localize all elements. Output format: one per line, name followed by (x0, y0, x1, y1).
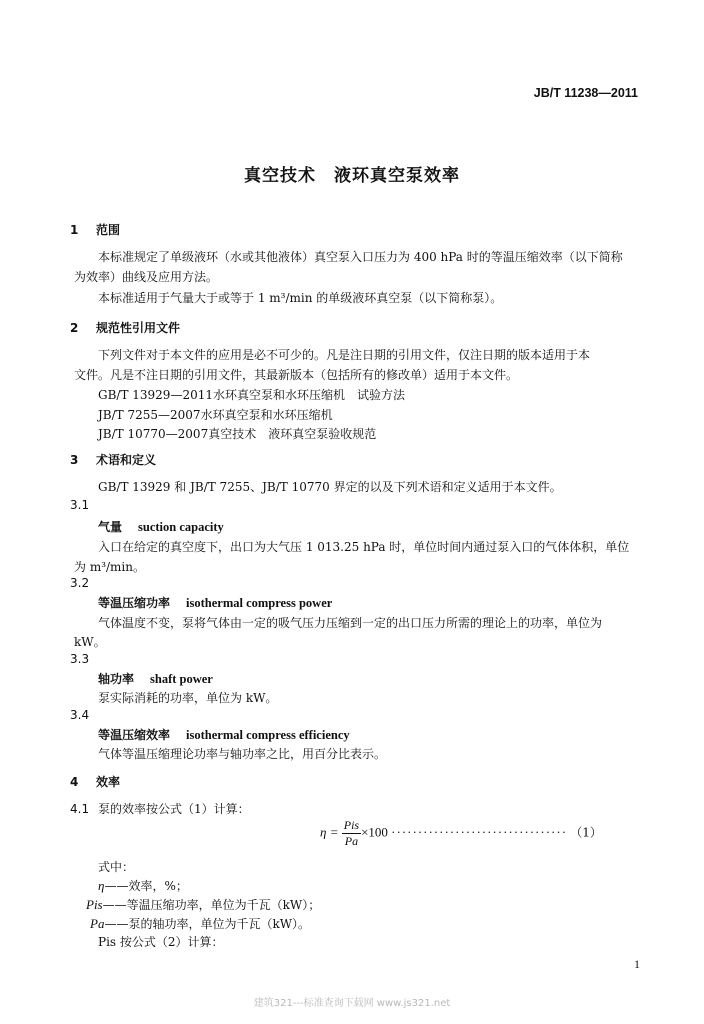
term-number: 3.1 (70, 498, 90, 512)
variable-definition (86, 896, 320, 913)
where-label: 式中： (98, 860, 135, 874)
variable-description: ——等温压缩功率，单位为千瓦（kW）； (102, 898, 321, 912)
term-definition-line-1: 泵实际消耗的功率，单位为 kW。 (98, 691, 278, 705)
reference-title: 真空技术 液环真空泵验收规范 (208, 427, 377, 441)
sec2-paragraph-line-1: 下列文件对于本文件的应用是必不可少的。凡是注日期的引用文件，仅注日期的版本适用于本 (98, 348, 591, 362)
term-heading (98, 594, 332, 611)
variable-symbol: Pis (86, 897, 103, 912)
term-en: isothermal compress power (186, 596, 333, 610)
term-en: isothermal compress efficiency (186, 728, 350, 742)
term-definition-line-2: 为 m³/min。 (74, 560, 145, 574)
variable-description: ——效率，%； (104, 879, 188, 893)
variable-description: ——泵的轴功率，单位为千瓦（kW）。 (104, 917, 311, 931)
watermark-text: 建筑321---标准查询下载网 www.js321.net (253, 998, 451, 1009)
sec2-paragraph-line-2: 文件。凡是不注日期的引用文件，其最新版本（包括所有的修改单）适用于本文件。 (74, 368, 519, 382)
term-zh: 等温压缩功率 (98, 596, 171, 610)
reference-code: GB/T 13929—2011 (98, 388, 213, 402)
reference-item (98, 386, 405, 403)
section-4-heading (70, 773, 120, 790)
section-title: 范围 (96, 223, 121, 237)
term-heading (98, 726, 350, 743)
term-en: shaft power (150, 672, 213, 686)
term-zh: 等温压缩效率 (98, 728, 171, 742)
section-1-heading (70, 221, 120, 238)
formula-1 (320, 818, 602, 849)
formula-lhs: η = (320, 824, 339, 840)
section-number: 4 (70, 775, 79, 789)
sec1-paragraph-2: 本标准适用于气量大于或等于 1 m³/min 的单级液环真空泵（以下简称泵）。 (98, 291, 503, 305)
formula-numerator: Pis (343, 818, 360, 832)
section-3-heading (70, 451, 156, 468)
variable-definition (98, 877, 188, 894)
formula-leader-dots: ································· (391, 824, 568, 840)
formula-2-intro: Pis 按公式（2）计算： (98, 935, 224, 949)
sec3-intro: GB/T 13929 和 JB/T 7255、JB/T 10770 界定的以及下列术语和定义适用于本文件。 (98, 480, 562, 494)
formula-fraction (342, 818, 361, 849)
section-title: 效率 (96, 775, 121, 789)
term-heading (98, 670, 213, 687)
section-title: 规范性引用文件 (96, 321, 181, 335)
subsection-number: 4.1 (70, 802, 90, 816)
reference-title: 水环真空泵和水环压缩机 (200, 408, 333, 422)
term-definition-line-1: 入口在给定的真空度下，出口为大气压 1 013.25 hPa 时，单位时间内通过泵入口的气体体积，单位 (98, 540, 630, 554)
term-heading (98, 518, 224, 535)
section-2-heading (70, 319, 180, 336)
standard-code: JB/T 11238—2011 (533, 86, 638, 100)
term-number: 3.2 (70, 576, 90, 590)
section-number: 3 (70, 453, 79, 467)
term-number: 3.3 (70, 652, 90, 666)
variable-definition (90, 915, 310, 932)
section-number: 2 (70, 321, 79, 335)
term-zh: 轴功率 (98, 672, 135, 686)
subsection-text: 泵的效率按公式（1）计算： (98, 802, 250, 816)
term-definition-line-1: 气体等温压缩理论功率与轴功率之比，用百分比表示。 (98, 747, 387, 761)
reference-title: 水环真空泵和水环压缩机 试验方法 (212, 388, 405, 402)
term-number: 3.4 (70, 708, 90, 722)
term-definition-line-1: 气体温度不变，泵将气体由一定的吸气压力压缩到一定的出口压力所需的理论上的功率，单位为 (98, 616, 603, 630)
formula-number: （1） (570, 825, 602, 840)
variable-symbol: η (98, 878, 105, 893)
reference-code: JB/T 10770—2007 (98, 427, 209, 441)
term-definition-line-2: kW。 (74, 635, 106, 649)
term-en: suction capacity (138, 520, 224, 534)
section-number: 1 (70, 223, 79, 237)
section-title: 术语和定义 (96, 453, 157, 467)
variable-symbol: Pa (90, 916, 105, 931)
reference-item (98, 406, 333, 423)
sec1-paragraph-1-line-1: 本标准规定了单级液环（水或其他液体）真空泵入口压力为 400 hPa 时的等温压缩效率（以下简称 (98, 250, 623, 264)
formula-denominator: Pa (344, 834, 359, 848)
document-title: 真空技术 液环真空泵效率 (244, 166, 460, 186)
sec1-paragraph-1-line-2: 为效率）曲线及应用方法。 (74, 270, 219, 284)
term-zh: 气量 (98, 520, 123, 534)
subsection-4-1 (70, 800, 250, 817)
reference-code: JB/T 7255—2007 (98, 408, 201, 422)
reference-item (98, 425, 376, 442)
page-number: 1 (634, 957, 640, 971)
formula-times: ×100 (361, 824, 388, 840)
